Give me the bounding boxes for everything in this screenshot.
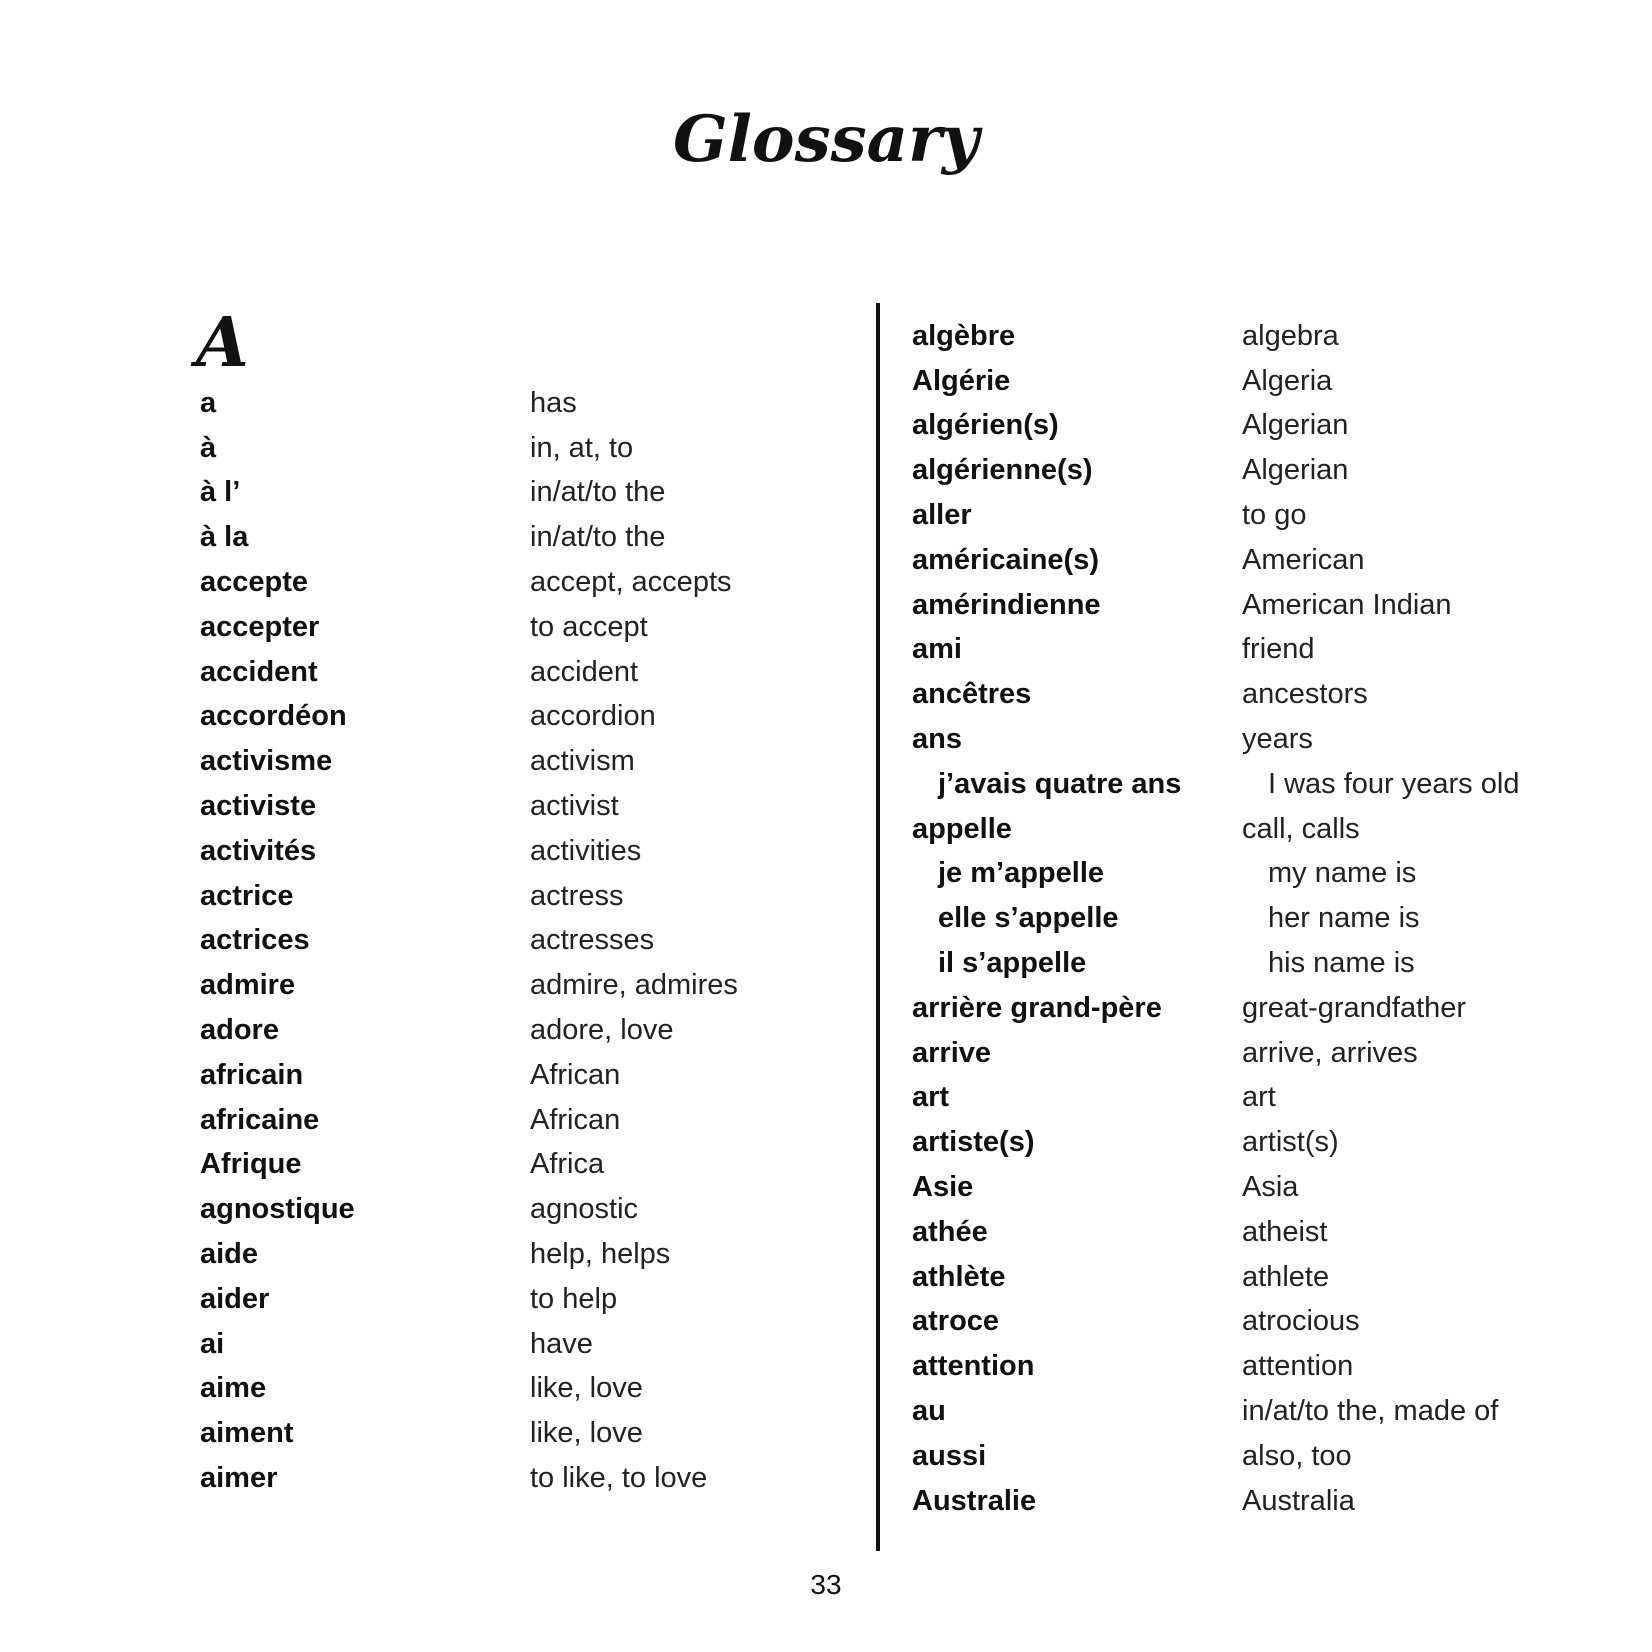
glossary-term: à la <box>200 521 249 554</box>
glossary-entry <box>200 1322 760 1367</box>
glossary-definition: actress <box>530 879 624 912</box>
glossary-term: je m’appelle <box>938 857 1105 890</box>
glossary-term: athlète <box>912 1260 1006 1293</box>
glossary-entry <box>912 807 1552 852</box>
glossary-definition: like, love <box>530 1372 643 1405</box>
glossary-term: accordéon <box>200 700 347 733</box>
glossary-definition: art <box>1242 1081 1276 1114</box>
glossary-entry <box>200 1098 760 1143</box>
glossary-definition: call, calls <box>1242 812 1360 845</box>
glossary-term: africaine <box>200 1103 320 1136</box>
glossary-term: aussi <box>912 1439 987 1472</box>
glossary-definition: African <box>530 1103 621 1136</box>
glossary-entry <box>200 1277 760 1322</box>
glossary-entry <box>912 1165 1552 1210</box>
glossary-entry <box>912 1434 1552 1479</box>
glossary-term: il s’appelle <box>938 947 1087 980</box>
glossary-definition: attention <box>1242 1350 1354 1383</box>
glossary-definition: American <box>1242 543 1365 576</box>
glossary-term: au <box>912 1395 946 1428</box>
glossary-definition: Algerian <box>1242 409 1349 442</box>
glossary-entry <box>912 448 1552 493</box>
glossary-definition: also, too <box>1242 1439 1352 1472</box>
glossary-definition: I was four years old <box>1268 767 1520 800</box>
glossary-term: activisme <box>200 745 333 778</box>
glossary-subentry <box>912 941 1552 986</box>
glossary-entry <box>912 986 1552 1031</box>
glossary-definition: Australia <box>1242 1484 1355 1517</box>
glossary-term: aller <box>912 499 972 532</box>
glossary-entry <box>200 1143 760 1188</box>
glossary-entry <box>200 1367 760 1412</box>
glossary-entry <box>200 695 760 740</box>
glossary-term: a <box>200 386 217 419</box>
glossary-term: aide <box>200 1238 259 1271</box>
glossary-definition: American Indian <box>1242 588 1452 621</box>
glossary-term: art <box>912 1081 950 1114</box>
glossary-entry <box>912 1389 1552 1434</box>
glossary-entry <box>912 1120 1552 1165</box>
glossary-entry <box>912 1031 1552 1076</box>
glossary-definition: to accept <box>530 610 648 643</box>
glossary-definition: adore, love <box>530 1014 674 1047</box>
glossary-term: algérienne(s) <box>912 454 1093 487</box>
glossary-term: accident <box>200 655 318 688</box>
glossary-term: activités <box>200 834 317 867</box>
glossary-term: aiment <box>200 1417 294 1450</box>
glossary-entry <box>912 404 1552 449</box>
glossary-definition: in/at/to the, made of <box>1242 1395 1499 1428</box>
glossary-entry <box>200 515 760 560</box>
glossary-term: j’avais quatre ans <box>938 767 1182 800</box>
glossary-definition: help, helps <box>530 1238 671 1271</box>
glossary-definition: algebra <box>1242 319 1339 352</box>
glossary-definition: accident <box>530 655 639 688</box>
glossary-definition: arrive, arrives <box>1242 1036 1418 1069</box>
glossary-term: actrice <box>200 879 294 912</box>
glossary-term: à l’ <box>200 476 241 509</box>
glossary-definition: admire, admires <box>530 969 738 1002</box>
glossary-entry <box>200 560 760 605</box>
glossary-term: amérindienne <box>912 588 1101 621</box>
glossary-definition: agnostic <box>530 1193 639 1226</box>
glossary-entry <box>912 1344 1552 1389</box>
glossary-definition: friend <box>1242 633 1315 666</box>
glossary-definition: great-grandfather <box>1242 991 1467 1024</box>
glossary-entry <box>912 717 1552 762</box>
glossary-entry <box>200 605 760 650</box>
glossary-term: admire <box>200 969 296 1002</box>
glossary-definition: atrocious <box>1242 1305 1360 1338</box>
glossary-term: ami <box>912 633 962 666</box>
glossary-definition: has <box>530 386 577 419</box>
glossary-entry <box>912 672 1552 717</box>
glossary-term: ans <box>912 723 962 756</box>
glossary-entry <box>200 426 760 471</box>
column-divider <box>876 303 880 1551</box>
glossary-term: artiste(s) <box>912 1126 1035 1159</box>
glossary-term: algérien(s) <box>912 409 1059 442</box>
glossary-term: à <box>200 431 217 464</box>
glossary-definition: Africa <box>530 1148 605 1181</box>
glossary-subentry <box>912 852 1552 897</box>
page-title: Glossary <box>672 102 980 177</box>
glossary-entry <box>912 1300 1552 1345</box>
glossary-entry <box>912 493 1552 538</box>
glossary-subentry <box>912 762 1552 807</box>
glossary-term: aimer <box>200 1462 278 1495</box>
glossary-entry <box>912 1076 1552 1121</box>
glossary-entry <box>912 628 1552 673</box>
glossary-term: Australie <box>912 1484 1037 1517</box>
glossary-term: ancêtres <box>912 678 1032 711</box>
glossary-term: ai <box>200 1327 225 1360</box>
glossary-entry <box>912 1255 1552 1300</box>
glossary-entry <box>912 1210 1552 1255</box>
glossary-definition: his name is <box>1268 947 1415 980</box>
glossary-definition: in, at, to <box>530 431 634 464</box>
glossary-entry <box>200 919 760 964</box>
glossary-term: aider <box>200 1282 270 1315</box>
glossary-definition: accept, accepts <box>530 566 732 599</box>
glossary-term: arrive <box>912 1036 992 1069</box>
glossary-definition: athlete <box>1242 1260 1330 1293</box>
glossary-definition: actresses <box>530 924 655 957</box>
glossary-term: Asie <box>912 1171 974 1204</box>
glossary-term: accepter <box>200 610 320 643</box>
glossary-definition: Algeria <box>1242 364 1333 397</box>
glossary-entry <box>200 381 760 426</box>
glossary-term: accepte <box>200 566 309 599</box>
glossary-term: aime <box>200 1372 267 1405</box>
glossary-entry <box>200 829 760 874</box>
glossary-definition: activities <box>530 834 642 867</box>
glossary-entry <box>200 471 760 516</box>
glossary-entry <box>912 583 1552 628</box>
glossary-subentry <box>912 896 1552 941</box>
glossary-definition: in/at/to the <box>530 476 666 509</box>
glossary-term: atroce <box>912 1305 1000 1338</box>
glossary-entry <box>200 963 760 1008</box>
glossary-entry <box>200 1008 760 1053</box>
glossary-entry <box>200 1411 760 1456</box>
glossary-definition: Algerian <box>1242 454 1349 487</box>
glossary-term: africain <box>200 1058 304 1091</box>
glossary-entry <box>200 874 760 919</box>
page-number: 33 <box>810 1569 842 1600</box>
glossary-definition: ancestors <box>1242 678 1368 711</box>
glossary-term: agnostique <box>200 1193 355 1226</box>
glossary-entry <box>912 1479 1552 1524</box>
glossary-definition: activism <box>530 745 635 778</box>
glossary-entry <box>912 314 1552 359</box>
glossary-term: athée <box>912 1215 988 1248</box>
glossary-left-column <box>200 381 760 1501</box>
glossary-definition: in/at/to the <box>530 521 666 554</box>
glossary-right-column <box>912 314 1552 1524</box>
glossary-term: attention <box>912 1350 1035 1383</box>
glossary-definition: her name is <box>1268 902 1420 935</box>
glossary-entry <box>200 739 760 784</box>
glossary-term: Afrique <box>200 1148 302 1181</box>
glossary-term: elle s’appelle <box>938 902 1119 935</box>
glossary-entry <box>200 1187 760 1232</box>
glossary-term: actrices <box>200 924 310 957</box>
glossary-definition: atheist <box>1242 1215 1328 1248</box>
glossary-entry <box>200 1053 760 1098</box>
glossary-entry <box>200 1232 760 1277</box>
glossary-definition: years <box>1242 723 1313 756</box>
glossary-definition: have <box>530 1327 593 1360</box>
glossary-definition: Asia <box>1242 1171 1299 1204</box>
glossary-term: adore <box>200 1014 279 1047</box>
glossary-definition: my name is <box>1268 857 1417 890</box>
glossary-definition: to help <box>530 1282 618 1315</box>
glossary-definition: to go <box>1242 499 1307 532</box>
glossary-term: arrière grand-père <box>912 991 1162 1024</box>
glossary-term: Algérie <box>912 364 1011 397</box>
glossary-definition: activist <box>530 790 619 823</box>
glossary-term: américaine(s) <box>912 543 1099 576</box>
glossary-term: algèbre <box>912 319 1016 352</box>
glossary-entry <box>200 650 760 695</box>
glossary-term: appelle <box>912 812 1012 845</box>
glossary-entry <box>200 784 760 829</box>
glossary-entry <box>200 1456 760 1501</box>
glossary-term: activiste <box>200 790 317 823</box>
glossary-definition: to like, to love <box>530 1462 708 1495</box>
glossary-definition: accordion <box>530 700 656 733</box>
section-letter-heading: A <box>196 303 249 383</box>
glossary-definition: like, love <box>530 1417 643 1450</box>
glossary-definition: African <box>530 1058 621 1091</box>
glossary-entry <box>912 538 1552 583</box>
glossary-definition: artist(s) <box>1242 1126 1339 1159</box>
glossary-entry <box>912 359 1552 404</box>
